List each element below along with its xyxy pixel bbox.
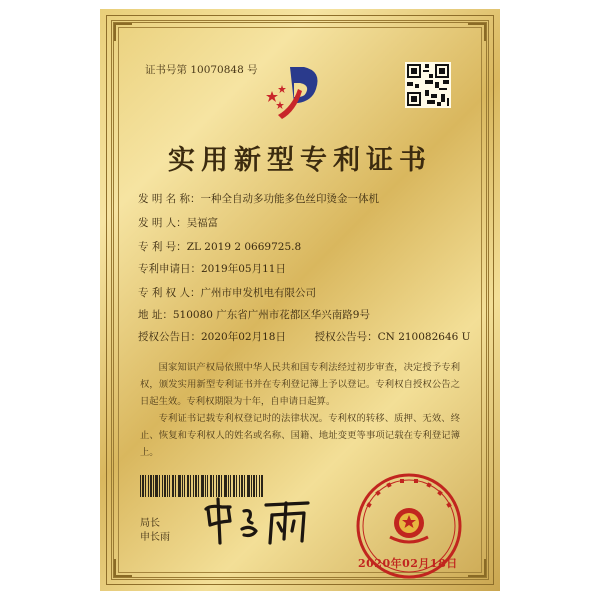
corner-ornament	[468, 23, 486, 41]
field-publication: 授权公告日：2020年02月18日 授权公告号：CN 210082646 U	[138, 331, 471, 343]
corner-ornament	[114, 559, 132, 577]
cnipa-logo-icon	[264, 63, 326, 121]
field-application-date: 专利申请日：2019年05月11日	[138, 263, 286, 275]
certificate-number: 证书号第 10070848 号	[145, 64, 258, 76]
corner-ornament	[114, 23, 132, 41]
field-invention-name: 发 明 名 称：一种全自动多功能多色丝印烫金一体机	[138, 193, 380, 205]
paragraph-legal-status: 专利证书记载专利权登记时的法律状况。专利权的转移、质押、无效、终止、恢复和专利权人的姓名或名称、国籍、地址变更等事项记载在专利登记簿上。	[140, 413, 460, 458]
handwritten-signature-icon	[200, 495, 315, 547]
field-address: 地 址：510080 广东省广州市花都区华兴南路9号	[138, 309, 370, 321]
field-patent-number: 专 利 号：ZL 2019 2 0669725.8	[138, 241, 302, 253]
seal-date: 2020年02月18日	[358, 557, 458, 570]
field-patentee: 专 利 权 人：广州市申发机电有限公司	[138, 287, 317, 299]
qr-code-icon	[405, 62, 451, 108]
barcode-icon	[140, 475, 264, 497]
commissioner-title: 局长 申长雨	[140, 518, 170, 543]
paragraph-grant-notice: 国家知识产权局依照中华人民共和国专利法经过初步审查，决定授予专利权，颁发实用新型专利证书并在专利登记簿上予以登记。专利权自授权公告之日起生效。专利权期限为十年，自申请日起算。	[140, 362, 460, 407]
field-inventor: 发 明 人：吴福富	[138, 217, 219, 229]
corner-ornament	[468, 559, 486, 577]
certificate-title: 实用新型专利证书	[168, 145, 432, 176]
patent-certificate	[100, 9, 500, 591]
